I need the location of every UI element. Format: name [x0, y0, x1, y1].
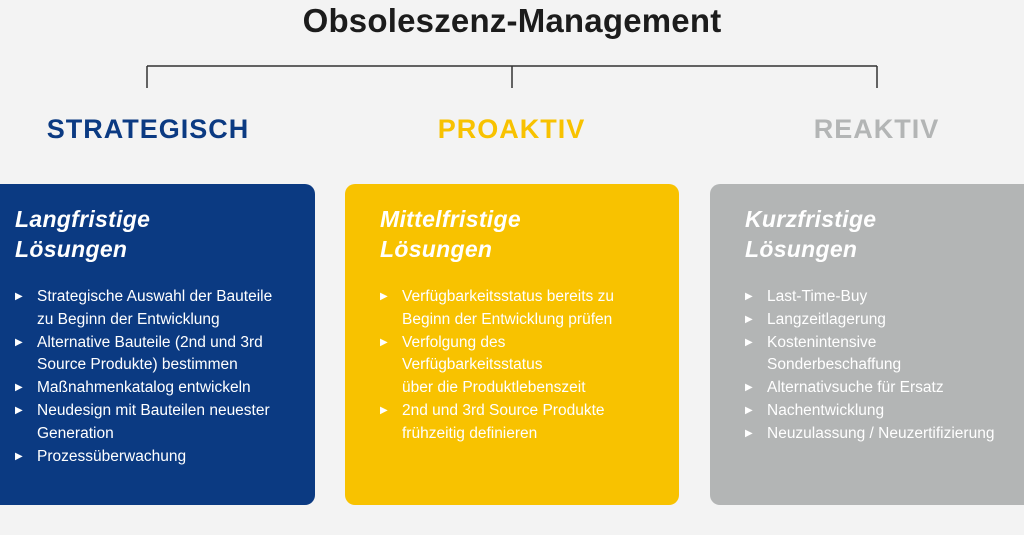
- list-item-text: Verfügbarkeitsstatus bereits zu Beginn der Entwicklung prüfen: [402, 288, 614, 328]
- list-item-text: Alternativsuche für Ersatz: [767, 379, 944, 397]
- card-title: Mittelfristige Lösungen: [380, 206, 521, 262]
- card-title: Kurzfristige Lösungen: [745, 206, 877, 262]
- heading-strategisch: STRATEGISCH: [46, 114, 250, 144]
- list-item-text: Alternative Bauteile (2nd und 3rd Source Produkte) bestimmen: [37, 333, 263, 374]
- triangle-right-icon: ▶: [745, 313, 753, 325]
- list-item: [745, 332, 1024, 378]
- list-item: [15, 446, 299, 469]
- list-item-text: Verfolgung des Verfügbarkeitsstatus über die Produktlebenszeit: [402, 333, 586, 397]
- triangle-right-icon: ▶: [380, 291, 388, 302]
- card-strategisch: [0, 184, 315, 505]
- card-list: [15, 286, 299, 468]
- card-list: [745, 286, 1024, 446]
- triangle-right-icon: ▶: [380, 336, 388, 348]
- list-item-text: 2nd und 3rd Source Produkte frühzeitig definieren: [402, 401, 605, 442]
- triangle-right-icon: ▶: [15, 291, 23, 302]
- list-item-text: Nachentwicklung: [767, 401, 885, 419]
- card-proaktiv: [345, 184, 679, 505]
- list-item: [15, 286, 299, 332]
- list-item: [380, 286, 663, 332]
- list-item: [15, 332, 299, 378]
- list-item-text: Neudesign mit Bauteilen neuester Generation: [37, 401, 270, 442]
- triangle-right-icon: ▶: [745, 291, 753, 302]
- triangle-right-icon: ▶: [745, 382, 753, 394]
- list-item: [380, 332, 663, 400]
- list-item-text: Prozessüberwachung: [37, 447, 187, 465]
- diagram-title: Obsoleszenz-Management: [302, 2, 722, 39]
- list-item-text: Neuzulassung / Neuzertifizierung: [767, 424, 995, 442]
- triangle-right-icon: ▶: [15, 450, 23, 462]
- triangle-right-icon: ▶: [15, 404, 23, 416]
- list-item-text: Maßnahmenkatalog entwickeln: [37, 379, 251, 397]
- list-item: [745, 286, 1024, 309]
- list-item: [745, 377, 1024, 400]
- heading-reaktiv: REAKTIV: [813, 114, 940, 144]
- triangle-right-icon: ▶: [745, 336, 753, 348]
- list-item: [15, 400, 299, 446]
- list-item-text: Kostenintensive Sonderbeschaffung: [767, 333, 902, 374]
- card-list: [380, 286, 663, 446]
- list-item-text: Langzeitlagerung: [767, 310, 886, 328]
- list-item: [745, 423, 1024, 446]
- triangle-right-icon: ▶: [15, 382, 23, 394]
- list-item-text: Strategische Auswahl der Bauteile zu Beginn der Entwicklung: [37, 288, 273, 328]
- list-item-text: Last-Time-Buy: [767, 288, 868, 305]
- card-title: Langfristige Lösungen: [15, 206, 151, 262]
- list-item: [15, 377, 299, 400]
- tree-connector: [0, 0, 1024, 100]
- triangle-right-icon: ▶: [745, 427, 753, 439]
- triangle-right-icon: ▶: [15, 336, 23, 348]
- list-item: [745, 400, 1024, 423]
- list-item: [745, 309, 1024, 332]
- triangle-right-icon: ▶: [745, 404, 753, 416]
- card-reaktiv: [710, 184, 1024, 505]
- triangle-right-icon: ▶: [380, 404, 388, 416]
- heading-proaktiv: PROAKTIV: [437, 114, 586, 144]
- list-item: [380, 400, 663, 446]
